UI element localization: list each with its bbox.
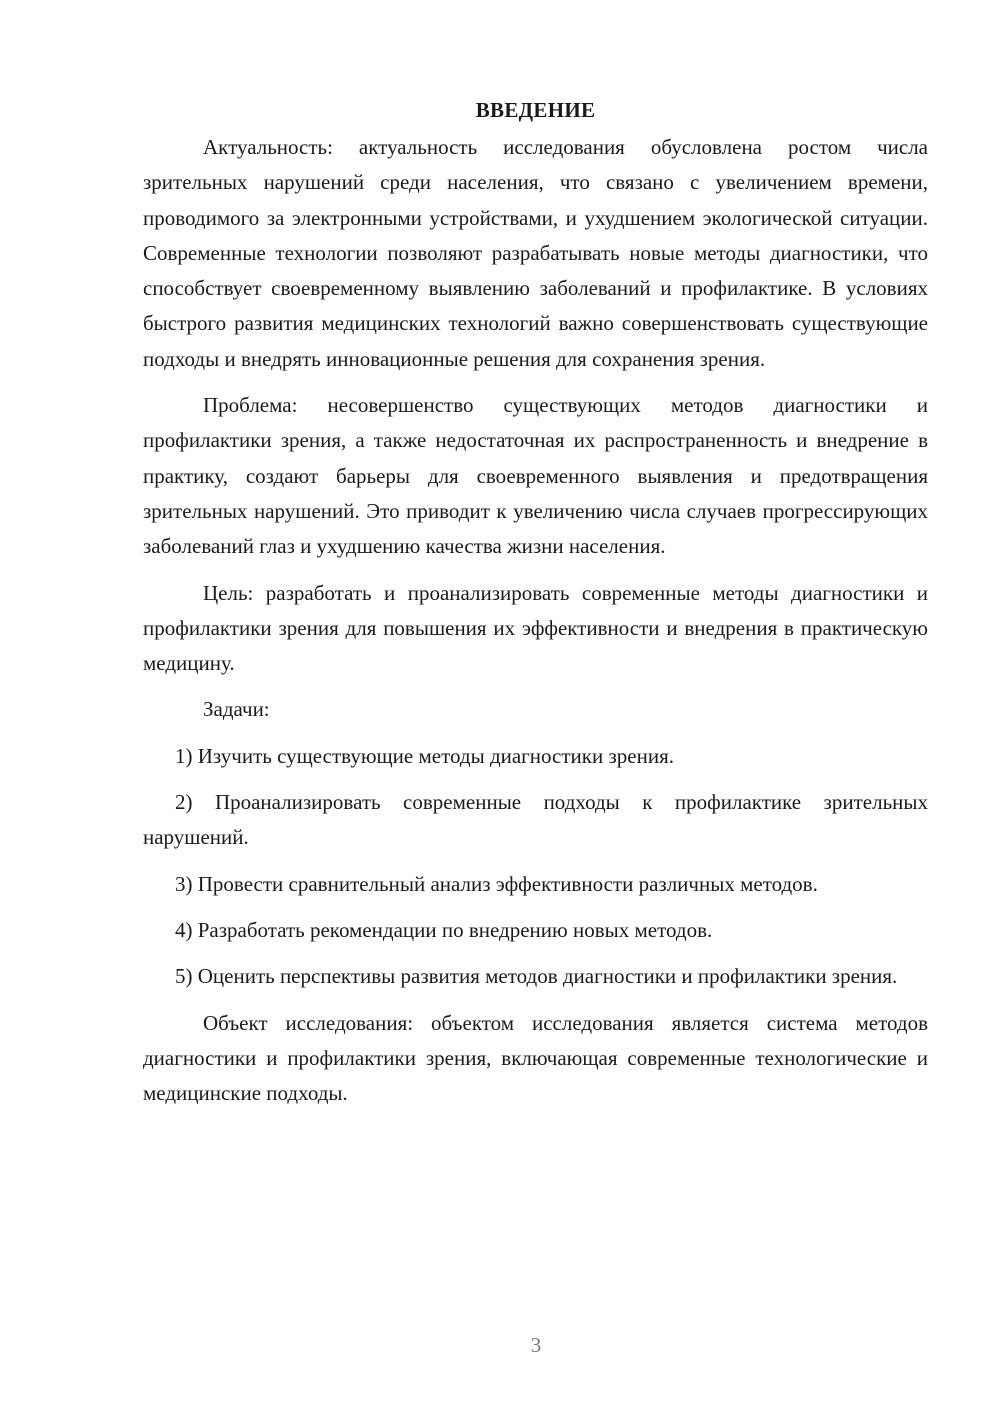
- task-item-2: 2) Проанализировать современные подходы к профилактике зрительных нарушений.: [143, 790, 928, 850]
- document-page: [143, 92, 928, 1122]
- goal-paragraph: Цель: разработать и проанализировать современные методы диагностики и профилактики зрения для повышения их эффективности и внедрения в практическую медицину.: [143, 580, 928, 676]
- problem-paragraph: Проблема: несовершенство существующих методов диагностики и профилактики зрения, а также недостаточная их распространенность и внедрение в практику, создают барьеры для своевременного выявления и предотвращения зрительных нарушений. Это приводит к увеличению числа случаев прогрессирующих заболеваний глаз и ухудшению качества жизни населения.: [143, 393, 928, 559]
- object-paragraph: Объект исследования: объектом исследования является система методов диагностики и профилактики зрения, включающая современные технологические и медицинские подходы.: [143, 1010, 928, 1106]
- tasks-label: Задачи:: [203, 697, 270, 722]
- task-item-3: 3) Провести сравнительный анализ эффективности различных методов.: [175, 871, 818, 896]
- page-number: 3: [530, 1333, 542, 1357]
- task-item-5: 5) Оценить перспективы развития методов диагностики и профилактики зрения.: [175, 964, 898, 989]
- task-item-1: 1) Изучить существующие методы диагностики зрения.: [175, 743, 674, 768]
- section-heading: ВВЕДЕНИЕ: [475, 98, 596, 122]
- task-item-4: 4) Разработать рекомендации по внедрению новых методов.: [175, 917, 713, 942]
- relevance-paragraph: Актуальность: актуальность исследования обусловлена ростом числа зрительных нарушений среди населения, что связано с увеличением времени, проводимого за электронными устройствами, и ухудшением экологической ситуации. Современные технологии позволяют разрабатывать новые методы диагностики, что способствует своевременному выявлению заболеваний и профилактике. В условиях быстрого развития медицинских технологий важно совершенствовать существующие подходы и внедрять инновационные решения для сохранения зрения.: [143, 135, 928, 371]
